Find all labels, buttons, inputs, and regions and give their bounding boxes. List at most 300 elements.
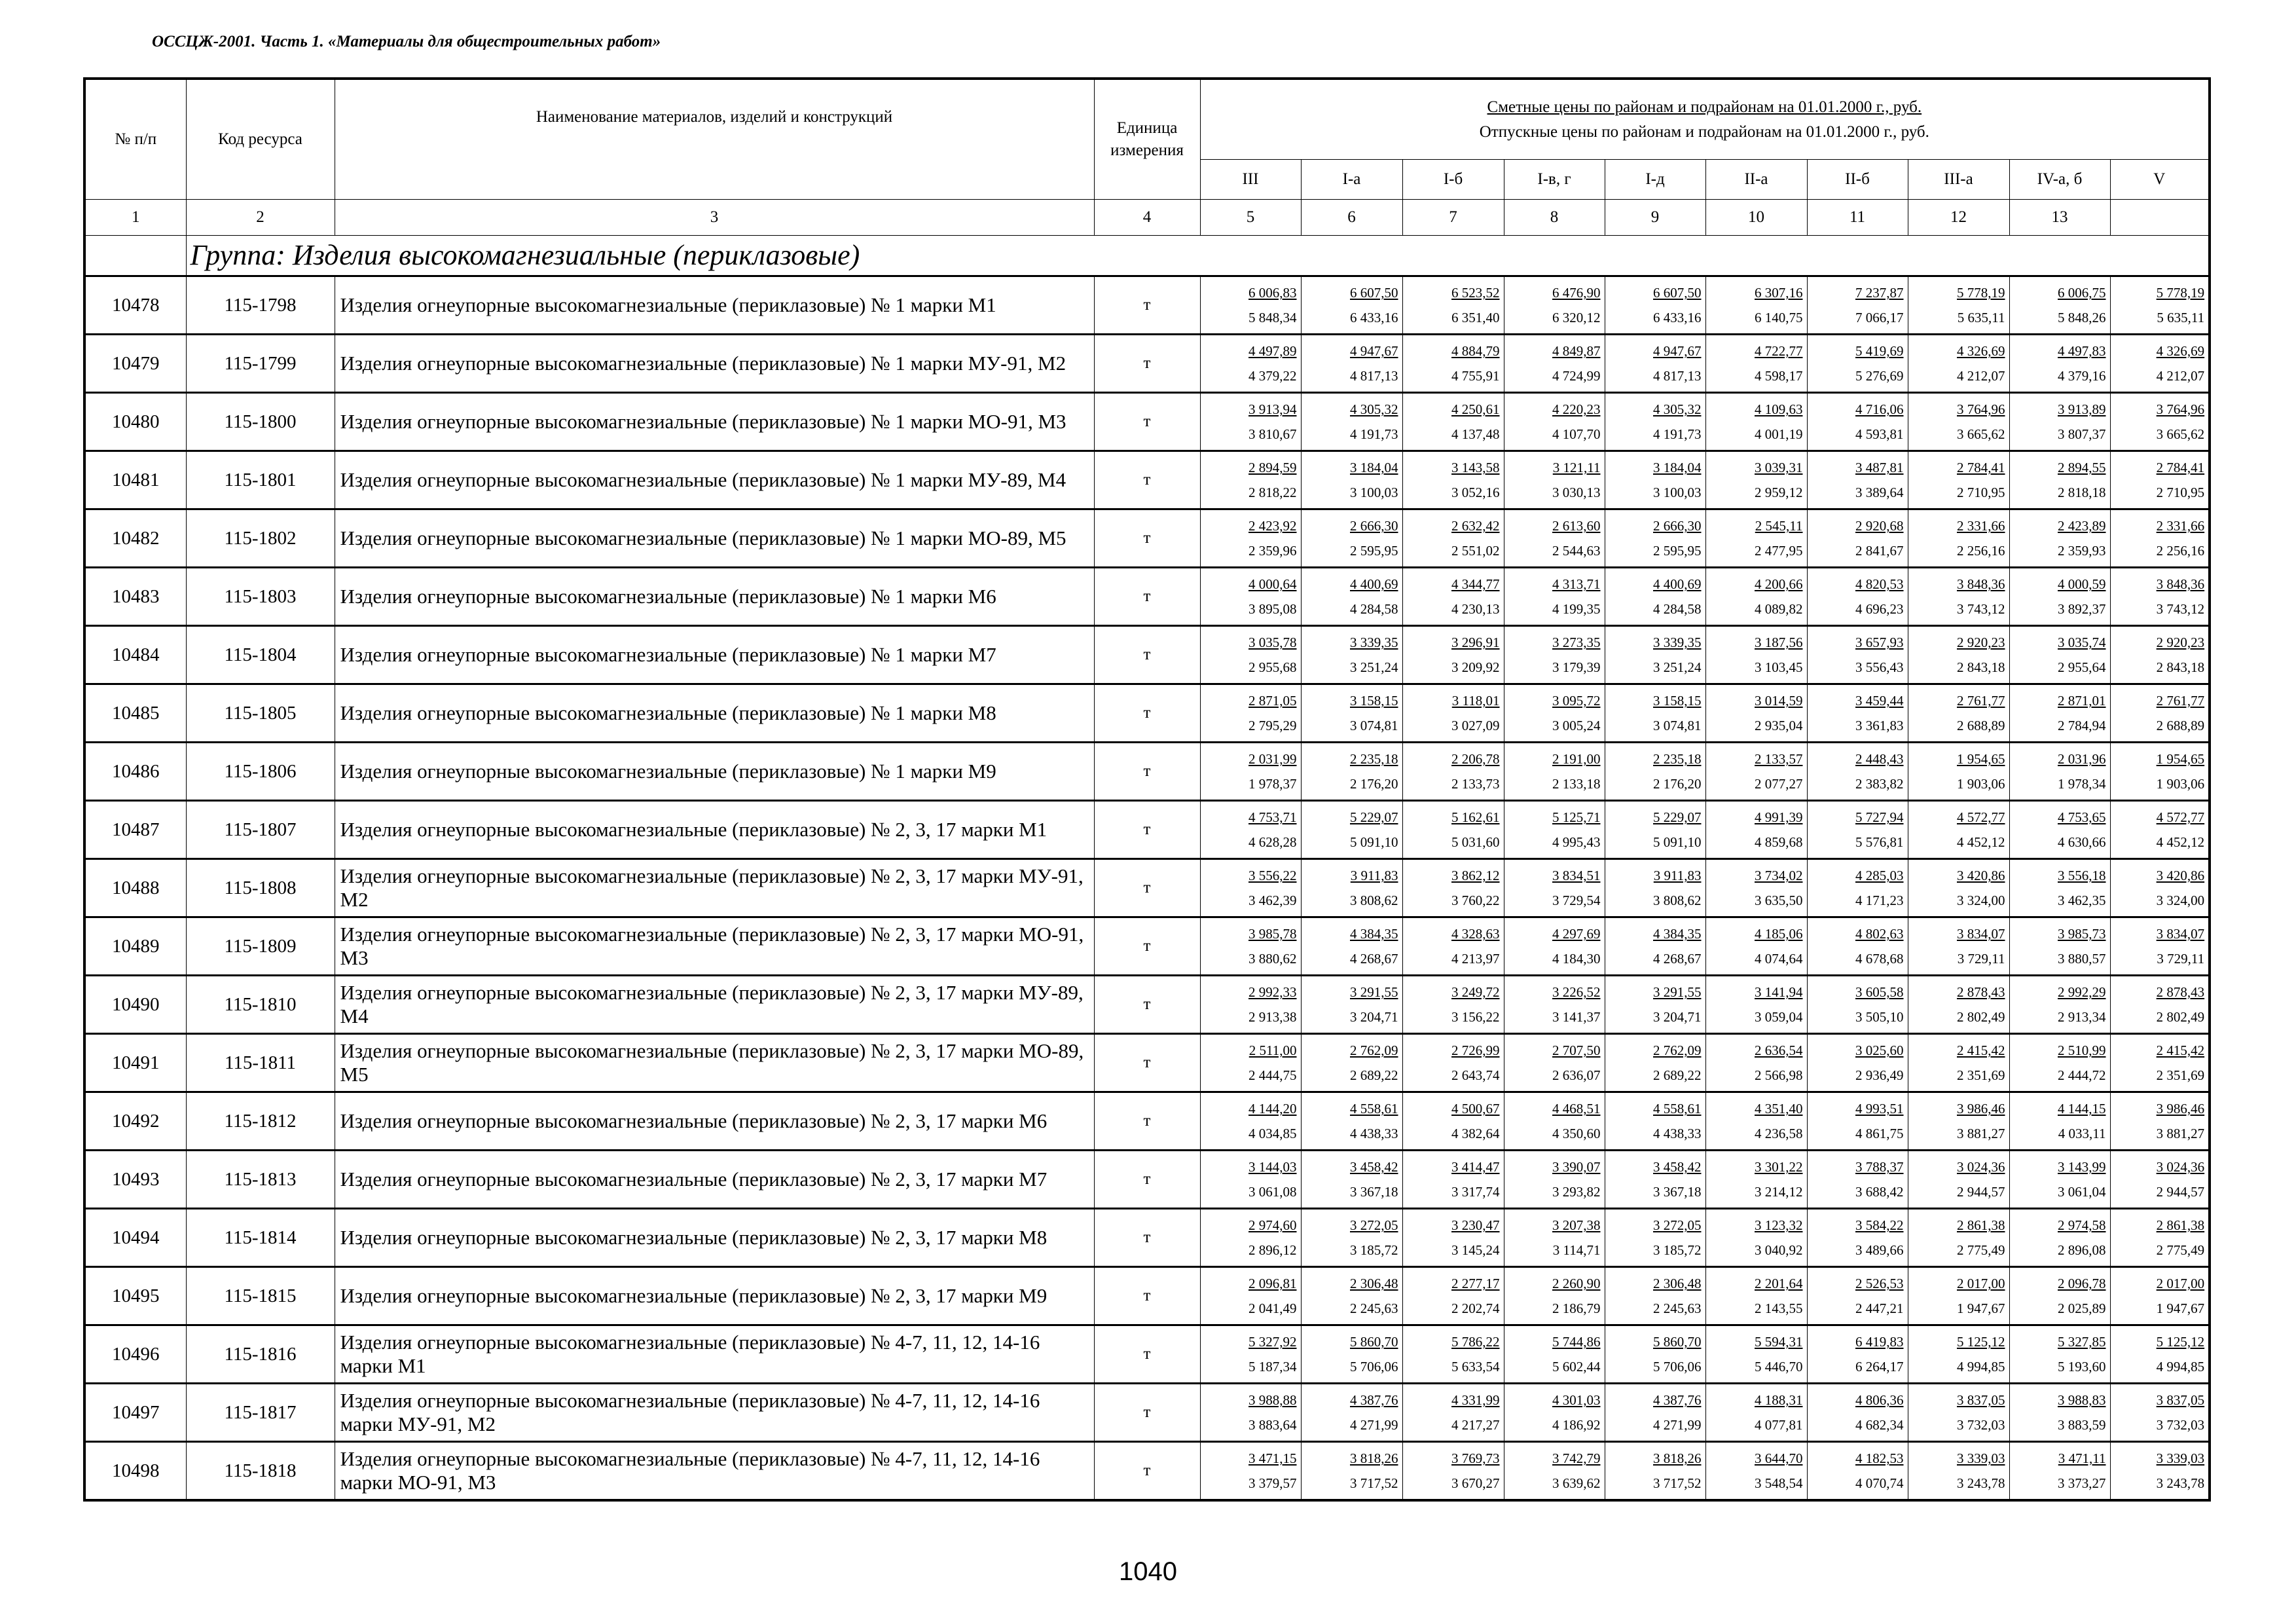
- release-price: 3 379,57: [1248, 1475, 1297, 1491]
- price-cell: [1705, 859, 1807, 917]
- estimate-price: 3 024,36: [2156, 1159, 2205, 1175]
- col-code-header: Код ресурса: [186, 79, 335, 200]
- release-price: 4 137,48: [1451, 426, 1500, 442]
- page-number: 1040: [1119, 1557, 1177, 1586]
- row-number: 10483: [84, 568, 186, 626]
- price-cell: [1705, 801, 1807, 859]
- estimate-price: 2 133,57: [1755, 751, 1803, 767]
- release-price: 3 251,24: [1653, 659, 1702, 675]
- release-price: 7 066,17: [1855, 310, 1904, 325]
- release-price: 3 880,62: [1248, 951, 1297, 967]
- price-cell: [1402, 393, 1504, 451]
- price-cell: [1200, 393, 1301, 451]
- estimate-price: 6 307,16: [1755, 285, 1803, 301]
- price-cell: [1402, 976, 1504, 1034]
- release-price: 3 156,22: [1451, 1009, 1500, 1025]
- estimate-price: 5 727,94: [1855, 809, 1904, 825]
- price-cell: [1200, 1267, 1301, 1325]
- release-price: 6 140,75: [1755, 310, 1803, 325]
- estimate-price: 3 985,73: [2058, 926, 2106, 942]
- price-cell: [1807, 276, 1908, 335]
- price-cell: [1200, 1384, 1301, 1442]
- price-cell: [1807, 393, 1908, 451]
- estimate-price: 2 974,60: [1248, 1217, 1297, 1233]
- release-price: 4 089,82: [1755, 601, 1803, 617]
- material-name: Изделия огнеупорные высокомагнезиальные (периклазовые) № 2, 3, 17 марки М9: [335, 1267, 1094, 1325]
- estimate-price: 3 014,59: [1755, 693, 1803, 709]
- resource-code: 115-1817: [186, 1384, 335, 1442]
- estimate-price: 2 096,81: [1248, 1276, 1297, 1291]
- row-number: 10478: [84, 276, 186, 335]
- estimate-price: 6 523,52: [1451, 285, 1500, 301]
- price-cell: [2110, 684, 2210, 743]
- price-cell: [1705, 393, 1807, 451]
- estimate-price: 2 235,18: [1350, 751, 1398, 767]
- price-cell: [1807, 335, 1908, 393]
- resource-code: 115-1814: [186, 1209, 335, 1267]
- release-price: 4 817,13: [1653, 368, 1702, 384]
- estimate-price: 3 459,44: [1855, 693, 1904, 709]
- release-price: 5 091,10: [1350, 834, 1398, 850]
- price-cell: [1908, 917, 2009, 976]
- release-price: 2 843,18: [2156, 659, 2205, 675]
- table-row: [84, 859, 2210, 917]
- release-price: 3 881,27: [2156, 1126, 2205, 1141]
- price-cell: [1402, 743, 1504, 801]
- estimate-price: 5 860,70: [1653, 1334, 1702, 1350]
- price-cell: [2009, 684, 2110, 743]
- column-index: 9: [1605, 200, 1705, 236]
- price-cell: [1807, 1442, 1908, 1501]
- estimate-price: 2 031,99: [1248, 751, 1297, 767]
- price-cell: [1301, 568, 1402, 626]
- estimate-price: 3 420,86: [1957, 868, 2005, 883]
- estimate-price: 4 188,31: [1755, 1392, 1803, 1408]
- release-price: 3 670,27: [1451, 1475, 1500, 1491]
- price-cell: [1807, 1325, 1908, 1384]
- release-price: 4 284,58: [1653, 601, 1702, 617]
- release-price: 2 444,75: [1248, 1067, 1297, 1083]
- col-name-header: Наименование материалов, изделий и конструкций: [335, 79, 1094, 200]
- price-cell: [1402, 801, 1504, 859]
- estimate-price: 2 666,30: [1350, 518, 1398, 534]
- table-row: [84, 451, 2210, 509]
- price-cell: [1807, 1267, 1908, 1325]
- price-cell: [1200, 568, 1301, 626]
- row-number: 10497: [84, 1384, 186, 1442]
- price-cell: [1908, 393, 2009, 451]
- estimate-price: 3 471,11: [2058, 1450, 2106, 1466]
- release-price: 2 643,74: [1451, 1067, 1500, 1083]
- price-cell: [1705, 626, 1807, 684]
- estimate-price: 3 339,03: [1957, 1450, 2005, 1466]
- estimate-price: 3 837,05: [2156, 1392, 2205, 1408]
- price-cell: [1705, 335, 1807, 393]
- release-price: 2 913,38: [1248, 1009, 1297, 1025]
- estimate-price: 3 911,83: [1350, 868, 1398, 883]
- price-cell: [1908, 568, 2009, 626]
- unit: т: [1094, 917, 1200, 976]
- estimate-price: 2 992,33: [1248, 984, 1297, 1000]
- table-row: [84, 509, 2210, 568]
- price-cell: [1402, 859, 1504, 917]
- release-price: 2 256,16: [1957, 543, 2005, 559]
- release-price: 2 955,64: [2058, 659, 2106, 675]
- price-cell: [1301, 801, 1402, 859]
- estimate-price: 2 861,38: [1957, 1217, 2005, 1233]
- table-row: [84, 1209, 2210, 1267]
- price-cell: [2009, 1442, 2110, 1501]
- release-price: 2 447,21: [1855, 1301, 1904, 1316]
- price-cell: [1402, 1092, 1504, 1151]
- estimate-price: 3 734,02: [1755, 868, 1803, 883]
- estimate-price: 4 351,40: [1755, 1101, 1803, 1116]
- price-cell: [1605, 1092, 1705, 1151]
- estimate-price: 3 818,26: [1350, 1450, 1398, 1466]
- release-price: 2 444,72: [2058, 1067, 2106, 1083]
- release-price: 4 995,43: [1552, 834, 1601, 850]
- price-cell: [1301, 1267, 1402, 1325]
- estimate-price: 5 327,85: [2058, 1334, 2106, 1350]
- price-cell: [1605, 1325, 1705, 1384]
- price-cell: [1705, 743, 1807, 801]
- release-price: 2 944,57: [1957, 1184, 2005, 1200]
- price-cell: [1402, 626, 1504, 684]
- release-price: 3 074,81: [1653, 718, 1702, 733]
- resource-code: 115-1809: [186, 917, 335, 976]
- estimate-price: 4 297,69: [1552, 926, 1601, 942]
- resource-code: 115-1803: [186, 568, 335, 626]
- price-cell: [1807, 743, 1908, 801]
- table-row: [84, 1092, 2210, 1151]
- release-price: 1 903,06: [2156, 776, 2205, 792]
- price-cell: [1402, 1442, 1504, 1501]
- estimate-price: 4 305,32: [1350, 401, 1398, 417]
- unit: т: [1094, 1267, 1200, 1325]
- resource-code: 115-1801: [186, 451, 335, 509]
- release-price: 5 091,10: [1653, 834, 1702, 850]
- release-price: 4 217,27: [1451, 1417, 1500, 1433]
- unit: т: [1094, 568, 1200, 626]
- price-cell: [2110, 1151, 2210, 1209]
- release-price: 3 324,00: [2156, 893, 2205, 908]
- price-cell: [2110, 1442, 2210, 1501]
- release-price: 5 848,34: [1248, 310, 1297, 325]
- col-unit-header: Единица измерения: [1094, 79, 1200, 200]
- release-price: 2 143,55: [1755, 1301, 1803, 1316]
- price-cell: [1807, 1209, 1908, 1267]
- release-price: 3 505,10: [1855, 1009, 1904, 1025]
- estimate-price: 4 313,71: [1552, 576, 1601, 592]
- price-cell: [1504, 335, 1605, 393]
- price-cell: [1807, 684, 1908, 743]
- price-cell: [1301, 1209, 1402, 1267]
- resource-code: 115-1799: [186, 335, 335, 393]
- estimate-price: 5 125,71: [1552, 809, 1601, 825]
- estimate-price: 3 291,55: [1653, 984, 1702, 1000]
- release-price: 5 187,34: [1248, 1359, 1297, 1375]
- estimate-price: 4 753,71: [1248, 809, 1297, 825]
- column-index: 10: [1705, 200, 1807, 236]
- release-price: 3 005,24: [1552, 718, 1601, 733]
- estimate-price: 4 947,67: [1653, 343, 1702, 359]
- resource-code: 115-1813: [186, 1151, 335, 1209]
- resource-code: 115-1802: [186, 509, 335, 568]
- estimate-price: 2 423,92: [1248, 518, 1297, 534]
- price-cell: [1504, 976, 1605, 1034]
- column-index: 12: [1908, 200, 2009, 236]
- estimate-price: 3 458,42: [1350, 1159, 1398, 1175]
- price-cell: [1705, 1267, 1807, 1325]
- estimate-price: 3 184,04: [1350, 460, 1398, 475]
- release-price: 4 817,13: [1350, 368, 1398, 384]
- price-cell: [1807, 1151, 1908, 1209]
- material-name: Изделия огнеупорные высокомагнезиальные (периклазовые) № 1 марки МО-89, М5: [335, 509, 1094, 568]
- release-price: 2 133,73: [1451, 776, 1500, 792]
- estimate-price: 4 285,03: [1855, 868, 1904, 883]
- release-price: 4 350,60: [1552, 1126, 1601, 1141]
- region-header: I-в, г: [1504, 160, 1605, 200]
- price-cell: [1908, 859, 2009, 917]
- estimate-price: 4 384,35: [1653, 926, 1702, 942]
- price-cell: [2009, 1325, 2110, 1384]
- release-price: 2 359,96: [1248, 543, 1297, 559]
- estimate-price: 3 487,81: [1855, 460, 1904, 475]
- price-cell: [1705, 276, 1807, 335]
- release-price: 1 947,67: [1957, 1301, 2005, 1316]
- price-cell: [2110, 276, 2210, 335]
- estimate-price: 3 848,36: [2156, 576, 2205, 592]
- estimate-price: 3 121,11: [1552, 460, 1601, 475]
- estimate-price: 2 448,43: [1855, 751, 1904, 767]
- price-cell: [1504, 626, 1605, 684]
- release-price: 2 959,12: [1755, 485, 1803, 500]
- release-price: 3 717,52: [1350, 1475, 1398, 1491]
- estimate-price: 3 556,18: [2058, 868, 2106, 883]
- release-price: 4 379,22: [1248, 368, 1297, 384]
- price-cell: [2110, 1092, 2210, 1151]
- release-price: 4 212,07: [2156, 368, 2205, 384]
- estimate-price: 3 390,07: [1552, 1159, 1601, 1175]
- estimate-price: 5 229,07: [1350, 809, 1398, 825]
- release-price: 3 807,37: [2058, 426, 2106, 442]
- price-cell: [1605, 1034, 1705, 1092]
- release-price: 2 896,08: [2058, 1242, 2106, 1258]
- price-cell: [2009, 451, 2110, 509]
- price-cell: [1705, 1384, 1807, 1442]
- estimate-price: 2 761,77: [1957, 693, 2005, 709]
- release-price: 2 383,82: [1855, 776, 1904, 792]
- release-price: 3 185,72: [1350, 1242, 1398, 1258]
- release-price: 4 268,67: [1653, 951, 1702, 967]
- material-name: Изделия огнеупорные высокомагнезиальные (периклазовые) № 1 марки МО-91, М3: [335, 393, 1094, 451]
- estimate-price: 4 387,76: [1350, 1392, 1398, 1408]
- estimate-price: 2 878,43: [1957, 984, 2005, 1000]
- release-price: 3 743,12: [1957, 601, 2005, 617]
- release-price: 4 033,11: [2058, 1126, 2106, 1141]
- price-cell: [1605, 509, 1705, 568]
- release-price: 4 107,70: [1552, 426, 1601, 442]
- material-name: Изделия огнеупорные высокомагнезиальные (периклазовые) № 2, 3, 17 марки М8: [335, 1209, 1094, 1267]
- price-cell: [1402, 1151, 1504, 1209]
- estimate-price: 3 862,12: [1451, 868, 1500, 883]
- estimate-price: 3 471,15: [1248, 1450, 1297, 1466]
- price-cell: [1807, 917, 1908, 976]
- price-cell: [1402, 917, 1504, 976]
- estimate-price: 2 096,78: [2058, 1276, 2106, 1291]
- price-cell: [1807, 509, 1908, 568]
- price-cell: [1605, 335, 1705, 393]
- table-row: [84, 626, 2210, 684]
- price-cell: [2009, 626, 2110, 684]
- release-price: 5 706,06: [1653, 1359, 1702, 1375]
- estimate-price: 5 778,19: [2156, 285, 2205, 301]
- release-price: 2 256,16: [2156, 543, 2205, 559]
- release-price: 4 755,91: [1451, 368, 1500, 384]
- price-cell: [1807, 1384, 1908, 1442]
- release-price: 1 903,06: [1957, 776, 2005, 792]
- running-head: ОССЦЖ-2001. Часть 1. «Материалы для общестроительных работ»: [152, 33, 661, 50]
- release-price: 4 271,99: [1350, 1417, 1398, 1433]
- price-cell: [1200, 859, 1301, 917]
- estimate-price: 2 206,78: [1451, 751, 1500, 767]
- release-price: 2 351,69: [1957, 1067, 2005, 1083]
- price-cell: [1301, 1384, 1402, 1442]
- release-price: 2 818,22: [1248, 485, 1297, 500]
- estimate-price: 4 849,87: [1552, 343, 1601, 359]
- release-price: 5 276,69: [1855, 368, 1904, 384]
- row-number: 10490: [84, 976, 186, 1034]
- release-price: 5 193,60: [2058, 1359, 2106, 1375]
- estimate-price: 2 894,59: [1248, 460, 1297, 475]
- resource-code: 115-1807: [186, 801, 335, 859]
- estimate-price: 2 974,58: [2058, 1217, 2106, 1233]
- release-price: 3 808,62: [1350, 893, 1398, 908]
- header-row: [84, 79, 2210, 160]
- price-cell: [1807, 626, 1908, 684]
- price-cell: [2009, 1151, 2110, 1209]
- release-price: 3 489,66: [1855, 1242, 1904, 1258]
- estimate-price: 6 607,50: [1653, 285, 1702, 301]
- price-cell: [1504, 1325, 1605, 1384]
- price-cell: [2110, 1267, 2210, 1325]
- estimate-price: 4 182,53: [1855, 1450, 1904, 1466]
- price-cell: [1705, 451, 1807, 509]
- estimate-price: 3 458,42: [1653, 1159, 1702, 1175]
- unit: т: [1094, 393, 1200, 451]
- price-cell: [1605, 1209, 1705, 1267]
- release-price: 4 598,17: [1755, 368, 1803, 384]
- estimate-price: 3 985,78: [1248, 926, 1297, 942]
- estimate-price: 4 109,63: [1755, 401, 1803, 417]
- price-cell: [1402, 1267, 1504, 1325]
- resource-code: 115-1818: [186, 1442, 335, 1501]
- table-row: [84, 1325, 2210, 1384]
- estimate-price: 3 986,46: [2156, 1101, 2205, 1116]
- release-price: 3 892,37: [2058, 601, 2106, 617]
- estimate-price: 3 339,35: [1653, 635, 1702, 650]
- estimate-price: 6 607,50: [1350, 285, 1398, 301]
- price-cell: [1504, 1384, 1605, 1442]
- estimate-price: 3 911,83: [1653, 868, 1702, 883]
- estimate-price: 4 220,23: [1552, 401, 1601, 417]
- row-number: 10492: [84, 1092, 186, 1151]
- release-price: 3 808,62: [1653, 893, 1702, 908]
- release-price: 3 214,12: [1755, 1184, 1803, 1200]
- estimate-price: 4 806,36: [1855, 1392, 1904, 1408]
- material-name: Изделия огнеупорные высокомагнезиальные (периклазовые) № 2, 3, 17 марки МО-89, М5: [335, 1034, 1094, 1092]
- estimate-price: 2 871,05: [1248, 693, 1297, 709]
- release-price: 4 379,16: [2058, 368, 2106, 384]
- price-cell: [1605, 393, 1705, 451]
- price-table: [83, 77, 2211, 1502]
- price-cell: [1200, 1442, 1301, 1501]
- unit: т: [1094, 451, 1200, 509]
- estimate-price: 3 226,52: [1552, 984, 1601, 1000]
- estimate-price: 2 526,53: [1855, 1276, 1904, 1291]
- release-price: 4 268,67: [1350, 951, 1398, 967]
- estimate-price: 3 272,05: [1653, 1217, 1702, 1233]
- release-price: 3 185,72: [1653, 1242, 1702, 1258]
- release-price: 4 593,81: [1855, 426, 1904, 442]
- column-index: 7: [1402, 200, 1504, 236]
- table-row: [84, 976, 2210, 1034]
- estimate-price: 5 327,92: [1248, 1334, 1297, 1350]
- price-cell: [1705, 509, 1807, 568]
- price-cell: [2110, 626, 2210, 684]
- price-cell: [2110, 568, 2210, 626]
- price-cell: [1301, 1034, 1402, 1092]
- price-cell: [2009, 801, 2110, 859]
- price-cell: [1908, 743, 2009, 801]
- release-price: 3 367,18: [1350, 1184, 1398, 1200]
- release-price: 3 204,71: [1350, 1009, 1398, 1025]
- price-cell: [1200, 1325, 1301, 1384]
- price-cell: [1705, 1151, 1807, 1209]
- release-price: 3 462,39: [1248, 893, 1297, 908]
- estimate-price: 2 191,00: [1552, 751, 1601, 767]
- price-cell: [1504, 684, 1605, 743]
- estimate-price: 2 861,38: [2156, 1217, 2205, 1233]
- estimate-price: 2 511,00: [1248, 1043, 1297, 1058]
- release-price: 2 841,67: [1855, 543, 1904, 559]
- material-name: Изделия огнеупорные высокомагнезиальные (периклазовые) № 1 марки М7: [335, 626, 1094, 684]
- resource-code: 115-1815: [186, 1267, 335, 1325]
- price-cell: [1705, 1325, 1807, 1384]
- group-title: Группа: Изделия высокомагнезиальные (периклазовые): [186, 236, 2210, 276]
- release-price: 2 245,63: [1653, 1301, 1702, 1316]
- price-cell: [1200, 1092, 1301, 1151]
- price-cell: [1402, 1034, 1504, 1092]
- estimate-price: 3 339,03: [2156, 1450, 2205, 1466]
- price-cell: [1908, 976, 2009, 1034]
- release-price: 4 077,81: [1755, 1417, 1803, 1433]
- release-price: 2 176,20: [1653, 776, 1702, 792]
- price-cell: [1301, 451, 1402, 509]
- price-cell: [1705, 1092, 1807, 1151]
- release-price: 5 635,11: [2157, 310, 2205, 325]
- estimate-price: 2 331,66: [2156, 518, 2205, 534]
- price-cell: [1908, 1209, 2009, 1267]
- material-name: Изделия огнеупорные высокомагнезиальные (периклазовые) № 1 марки М1: [335, 276, 1094, 335]
- estimate-price: 2 415,42: [1957, 1043, 2005, 1058]
- estimate-price: 2 666,30: [1653, 518, 1702, 534]
- release-price: 3 665,62: [2156, 426, 2205, 442]
- price-cell: [1402, 276, 1504, 335]
- estimate-price: 3 095,72: [1552, 693, 1601, 709]
- estimate-price: 4 991,39: [1755, 809, 1803, 825]
- release-price: 4 284,58: [1350, 601, 1398, 617]
